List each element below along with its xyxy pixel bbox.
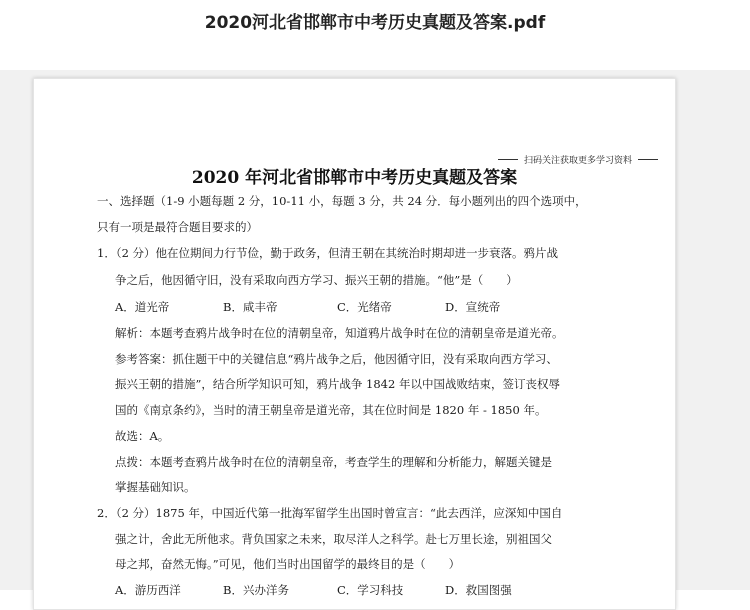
q2-stem-line-2: 强之计，舍此无所他求。背负国家之未来，取尽洋人之科学。赴七万里长途，别祖国父 xyxy=(115,532,552,546)
q1-comment-line-2: 掌握基础知识。 xyxy=(115,480,196,494)
q2-stem-line-3: 母之邦，奋然无悔。”可见，他们当时出国留学的最终目的是（ ） xyxy=(115,557,461,571)
document-title: 2020 年河北省邯郸市中考历史真题及答案 xyxy=(191,168,518,188)
promo-right-rule xyxy=(638,159,658,160)
section-heading-line-2: 只有一项是最符合题目要求的） xyxy=(97,220,258,234)
promo-text: 扫码关注获取更多学习资料 xyxy=(523,156,632,166)
q2-option-c: C．学习科技 xyxy=(337,583,404,597)
pdf-page xyxy=(33,78,676,610)
q2-option-a: A．游历西洋 xyxy=(115,583,181,597)
q1-reference-line-1: 参考答案：抓住题干中的关键信息“鸦片战争之后，他因循守旧，没有采取向西方学习、 xyxy=(115,352,558,366)
viewer-header xyxy=(0,0,750,70)
promo-left-rule xyxy=(498,159,518,160)
file-title: 2020河北省邯郸市中考历史真题及答案.pdf xyxy=(204,13,546,33)
q1-option-d: D．宣统帝 xyxy=(445,300,501,314)
q1-reference-line-3: 国的《南京条约》，当时的清王朝皇帝是道光帝，其在位时间是 1820 年 - 1850 年。 xyxy=(115,403,547,417)
q1-stem-line-1: 1．（2 分）他在位期间力行节俭，勤于政务，但清王朝在其统治时期却进一步衰落。鸦片战 xyxy=(97,246,559,260)
q2-option-b: B．兴办洋务 xyxy=(223,583,289,597)
q1-option-a: A．道光帝 xyxy=(115,300,170,314)
q1-stem-line-2: 争之后，他因循守旧，没有采取向西方学习、振兴王朝的措施。“他”是（ ） xyxy=(115,273,518,287)
q1-analysis: 解析：本题考查鸦片战争时在位的清朝皇帝，知道鸦片战争时在位的清朝皇帝是道光帝。 xyxy=(115,326,564,340)
q1-answer: 故选：A。 xyxy=(115,429,170,443)
q1-reference-line-2: 振兴王朝的措施”，结合所学知识可知，鸦片战争 1842 年以中国战败结束，签订丧权辱 xyxy=(115,377,560,391)
q2-stem-line-1: 2．（2 分）1875 年，中国近代第一批海军留学生出国时曾宣言：“此去西洋，应深知中国自 xyxy=(97,506,563,520)
q2-option-d: D．救国图强 xyxy=(445,583,512,597)
section-heading-line-1: 一、选择题（1-9 小题每题 2 分，10-11 小，每题 3 分，共 24 分．每小题列出的四个选项中， xyxy=(97,194,587,208)
q1-comment-line-1: 点拨：本题考查鸦片战争时在位的清朝皇帝，考查学生的理解和分析能力，解题关键是 xyxy=(115,455,552,469)
q1-option-c: C．光绪帝 xyxy=(337,300,392,314)
q1-option-b: B．咸丰帝 xyxy=(223,300,278,314)
